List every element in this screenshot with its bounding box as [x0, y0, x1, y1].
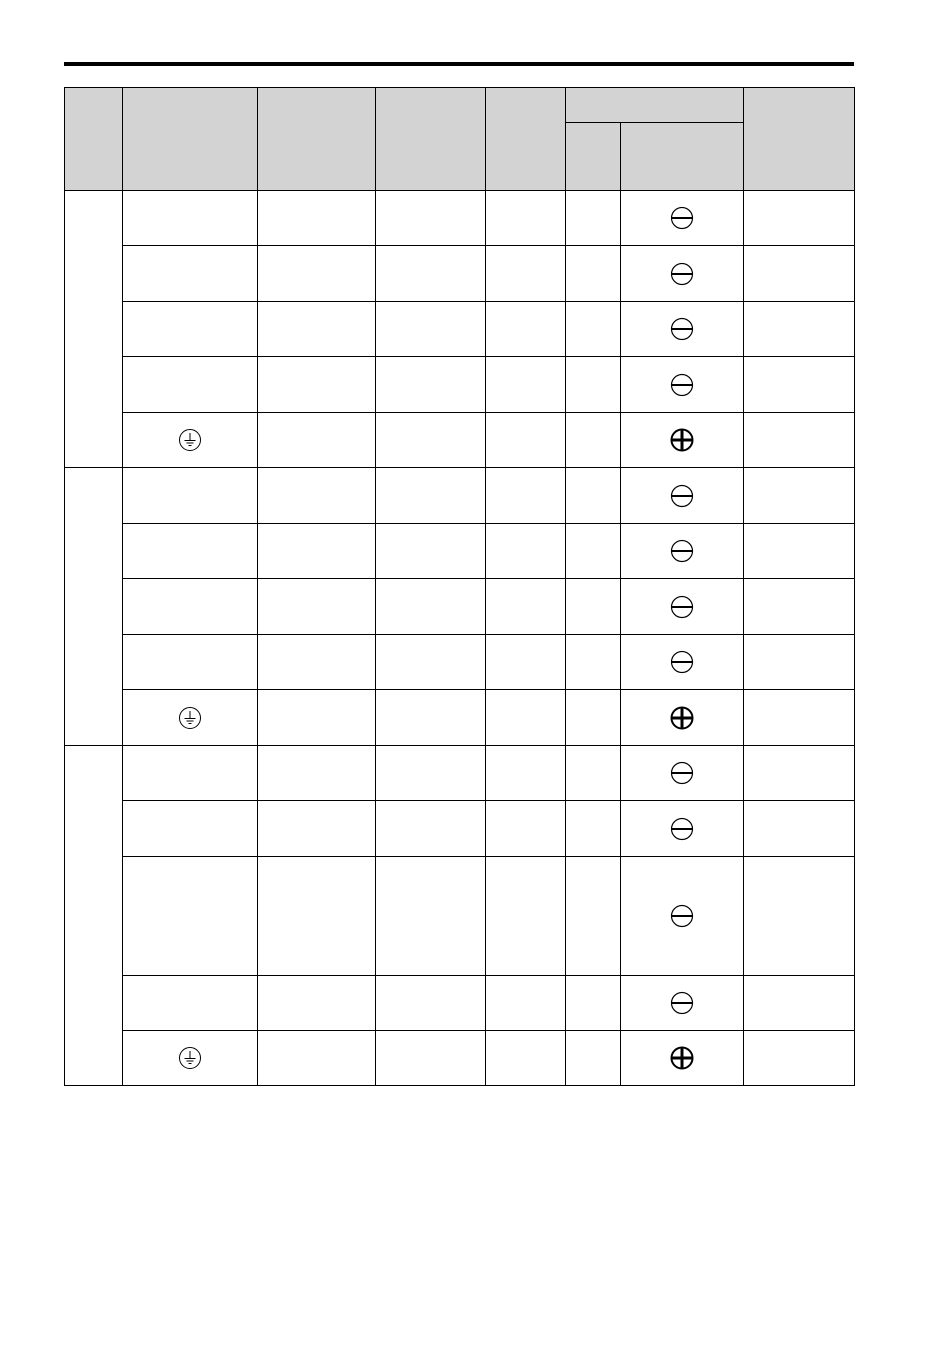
table-cell — [123, 191, 258, 246]
table-row — [65, 857, 855, 976]
table-row — [65, 1031, 855, 1086]
table-cell — [123, 413, 258, 468]
flat-blade-screw-icon — [670, 373, 694, 397]
header-cell-8 — [744, 88, 855, 191]
table-body — [65, 191, 855, 1086]
table-cell — [566, 191, 621, 246]
table-cell — [744, 857, 855, 976]
table-cell — [566, 302, 621, 357]
table-cell — [258, 468, 376, 524]
table-cell — [486, 690, 566, 746]
table-cell — [486, 191, 566, 246]
terminal-spec-table — [64, 87, 855, 1086]
table-cell — [376, 579, 486, 635]
table-cell — [258, 690, 376, 746]
table-cell — [566, 579, 621, 635]
table-cell — [486, 746, 566, 801]
table-cell — [744, 413, 855, 468]
table-cell — [258, 357, 376, 413]
table-cell — [566, 635, 621, 690]
table-cell — [744, 976, 855, 1031]
table-cell — [376, 191, 486, 246]
table-cell — [566, 746, 621, 801]
table-row — [65, 976, 855, 1031]
ground-terminal-icon — [178, 428, 202, 452]
table-cell — [123, 468, 258, 524]
table-header — [65, 88, 855, 191]
table-cell — [566, 1031, 621, 1086]
phillips-screw-icon — [670, 428, 694, 452]
table-cell — [621, 524, 744, 579]
table-cell — [486, 1031, 566, 1086]
table-cell — [621, 746, 744, 801]
table-cell — [258, 1031, 376, 1086]
table-cell — [486, 635, 566, 690]
table-cell — [621, 468, 744, 524]
table-cell — [621, 976, 744, 1031]
table-cell — [566, 801, 621, 857]
table-cell — [621, 357, 744, 413]
table-cell — [376, 357, 486, 413]
table-cell — [621, 857, 744, 976]
table-cell — [123, 1031, 258, 1086]
table-cell — [566, 357, 621, 413]
flat-blade-screw-icon — [670, 484, 694, 508]
table-cell — [376, 468, 486, 524]
table-cell — [566, 976, 621, 1031]
table-row — [65, 690, 855, 746]
table-cell — [258, 857, 376, 976]
header-cell-6b — [621, 123, 744, 191]
page-header-rule — [64, 62, 854, 66]
table-cell — [486, 246, 566, 302]
flat-blade-screw-icon — [670, 262, 694, 286]
flat-blade-screw-icon — [670, 761, 694, 785]
table-cell — [486, 857, 566, 976]
header-cell-5 — [486, 88, 566, 191]
ground-terminal-icon — [178, 1046, 202, 1070]
table-cell — [744, 302, 855, 357]
table-cell — [744, 191, 855, 246]
table-row — [65, 191, 855, 246]
table-cell — [566, 246, 621, 302]
table-cell — [258, 746, 376, 801]
table-row — [65, 246, 855, 302]
table-cell — [621, 302, 744, 357]
table-cell — [486, 801, 566, 857]
table-cell — [744, 690, 855, 746]
table-cell — [123, 579, 258, 635]
table-cell — [376, 801, 486, 857]
table-cell — [376, 413, 486, 468]
table-cell — [486, 579, 566, 635]
table-cell — [123, 635, 258, 690]
flat-blade-screw-icon — [670, 539, 694, 563]
flat-blade-screw-icon — [670, 650, 694, 674]
table-cell — [258, 302, 376, 357]
table-row — [65, 579, 855, 635]
phillips-screw-icon — [670, 1046, 694, 1070]
table-cell — [486, 976, 566, 1031]
table-cell — [621, 191, 744, 246]
table-cell — [486, 302, 566, 357]
table-cell — [566, 468, 621, 524]
group-cell — [65, 191, 123, 468]
table-cell — [123, 357, 258, 413]
table-cell — [123, 302, 258, 357]
table-cell — [621, 413, 744, 468]
table-cell — [566, 413, 621, 468]
table-cell — [123, 976, 258, 1031]
group-cell — [65, 468, 123, 746]
phillips-screw-icon — [670, 706, 694, 730]
table-cell — [744, 1031, 855, 1086]
table-cell — [258, 801, 376, 857]
header-cell-1 — [65, 88, 123, 191]
flat-blade-screw-icon — [670, 206, 694, 230]
table-cell — [258, 635, 376, 690]
flat-blade-screw-icon — [670, 817, 694, 841]
table-row — [65, 413, 855, 468]
flat-blade-screw-icon — [670, 991, 694, 1015]
table-row — [65, 746, 855, 801]
table-cell — [258, 524, 376, 579]
table-cell — [258, 191, 376, 246]
header-cell-3 — [258, 88, 376, 191]
header-cell-4 — [376, 88, 486, 191]
table-cell — [123, 690, 258, 746]
flat-blade-screw-icon — [670, 904, 694, 928]
table-cell — [744, 635, 855, 690]
ground-terminal-icon — [178, 706, 202, 730]
table-cell — [376, 976, 486, 1031]
table-cell — [376, 524, 486, 579]
table-cell — [566, 690, 621, 746]
table-cell — [123, 801, 258, 857]
table-row — [65, 524, 855, 579]
table-cell — [376, 302, 486, 357]
table-cell — [621, 801, 744, 857]
table-cell — [376, 635, 486, 690]
table-cell — [486, 468, 566, 524]
table-cell — [376, 746, 486, 801]
table-cell — [744, 801, 855, 857]
table-cell — [486, 413, 566, 468]
table-row — [65, 801, 855, 857]
table-cell — [486, 357, 566, 413]
header-cell-6a — [566, 123, 621, 191]
table-cell — [258, 579, 376, 635]
table-cell — [123, 746, 258, 801]
table-cell — [566, 857, 621, 976]
table-cell — [258, 976, 376, 1031]
table-row — [65, 468, 855, 524]
table-cell — [123, 246, 258, 302]
table-row — [65, 302, 855, 357]
table-cell — [744, 468, 855, 524]
table-row — [65, 635, 855, 690]
table-cell — [566, 524, 621, 579]
table-cell — [744, 524, 855, 579]
table-cell — [744, 746, 855, 801]
table-row — [65, 357, 855, 413]
table-cell — [621, 690, 744, 746]
header-cell-2 — [123, 88, 258, 191]
table-cell — [744, 579, 855, 635]
table-cell — [744, 246, 855, 302]
table-cell — [376, 1031, 486, 1086]
group-cell — [65, 746, 123, 1086]
table-cell — [258, 246, 376, 302]
header-cell-6-group — [566, 88, 744, 123]
table-cell — [258, 413, 376, 468]
table-cell — [376, 857, 486, 976]
table-cell — [123, 857, 258, 976]
table-cell — [376, 246, 486, 302]
table-cell — [621, 579, 744, 635]
table-cell — [621, 1031, 744, 1086]
table-cell — [621, 246, 744, 302]
table-cell — [123, 524, 258, 579]
table-cell — [486, 524, 566, 579]
table-cell — [376, 690, 486, 746]
flat-blade-screw-icon — [670, 317, 694, 341]
flat-blade-screw-icon — [670, 595, 694, 619]
table-cell — [744, 357, 855, 413]
table-cell — [621, 635, 744, 690]
